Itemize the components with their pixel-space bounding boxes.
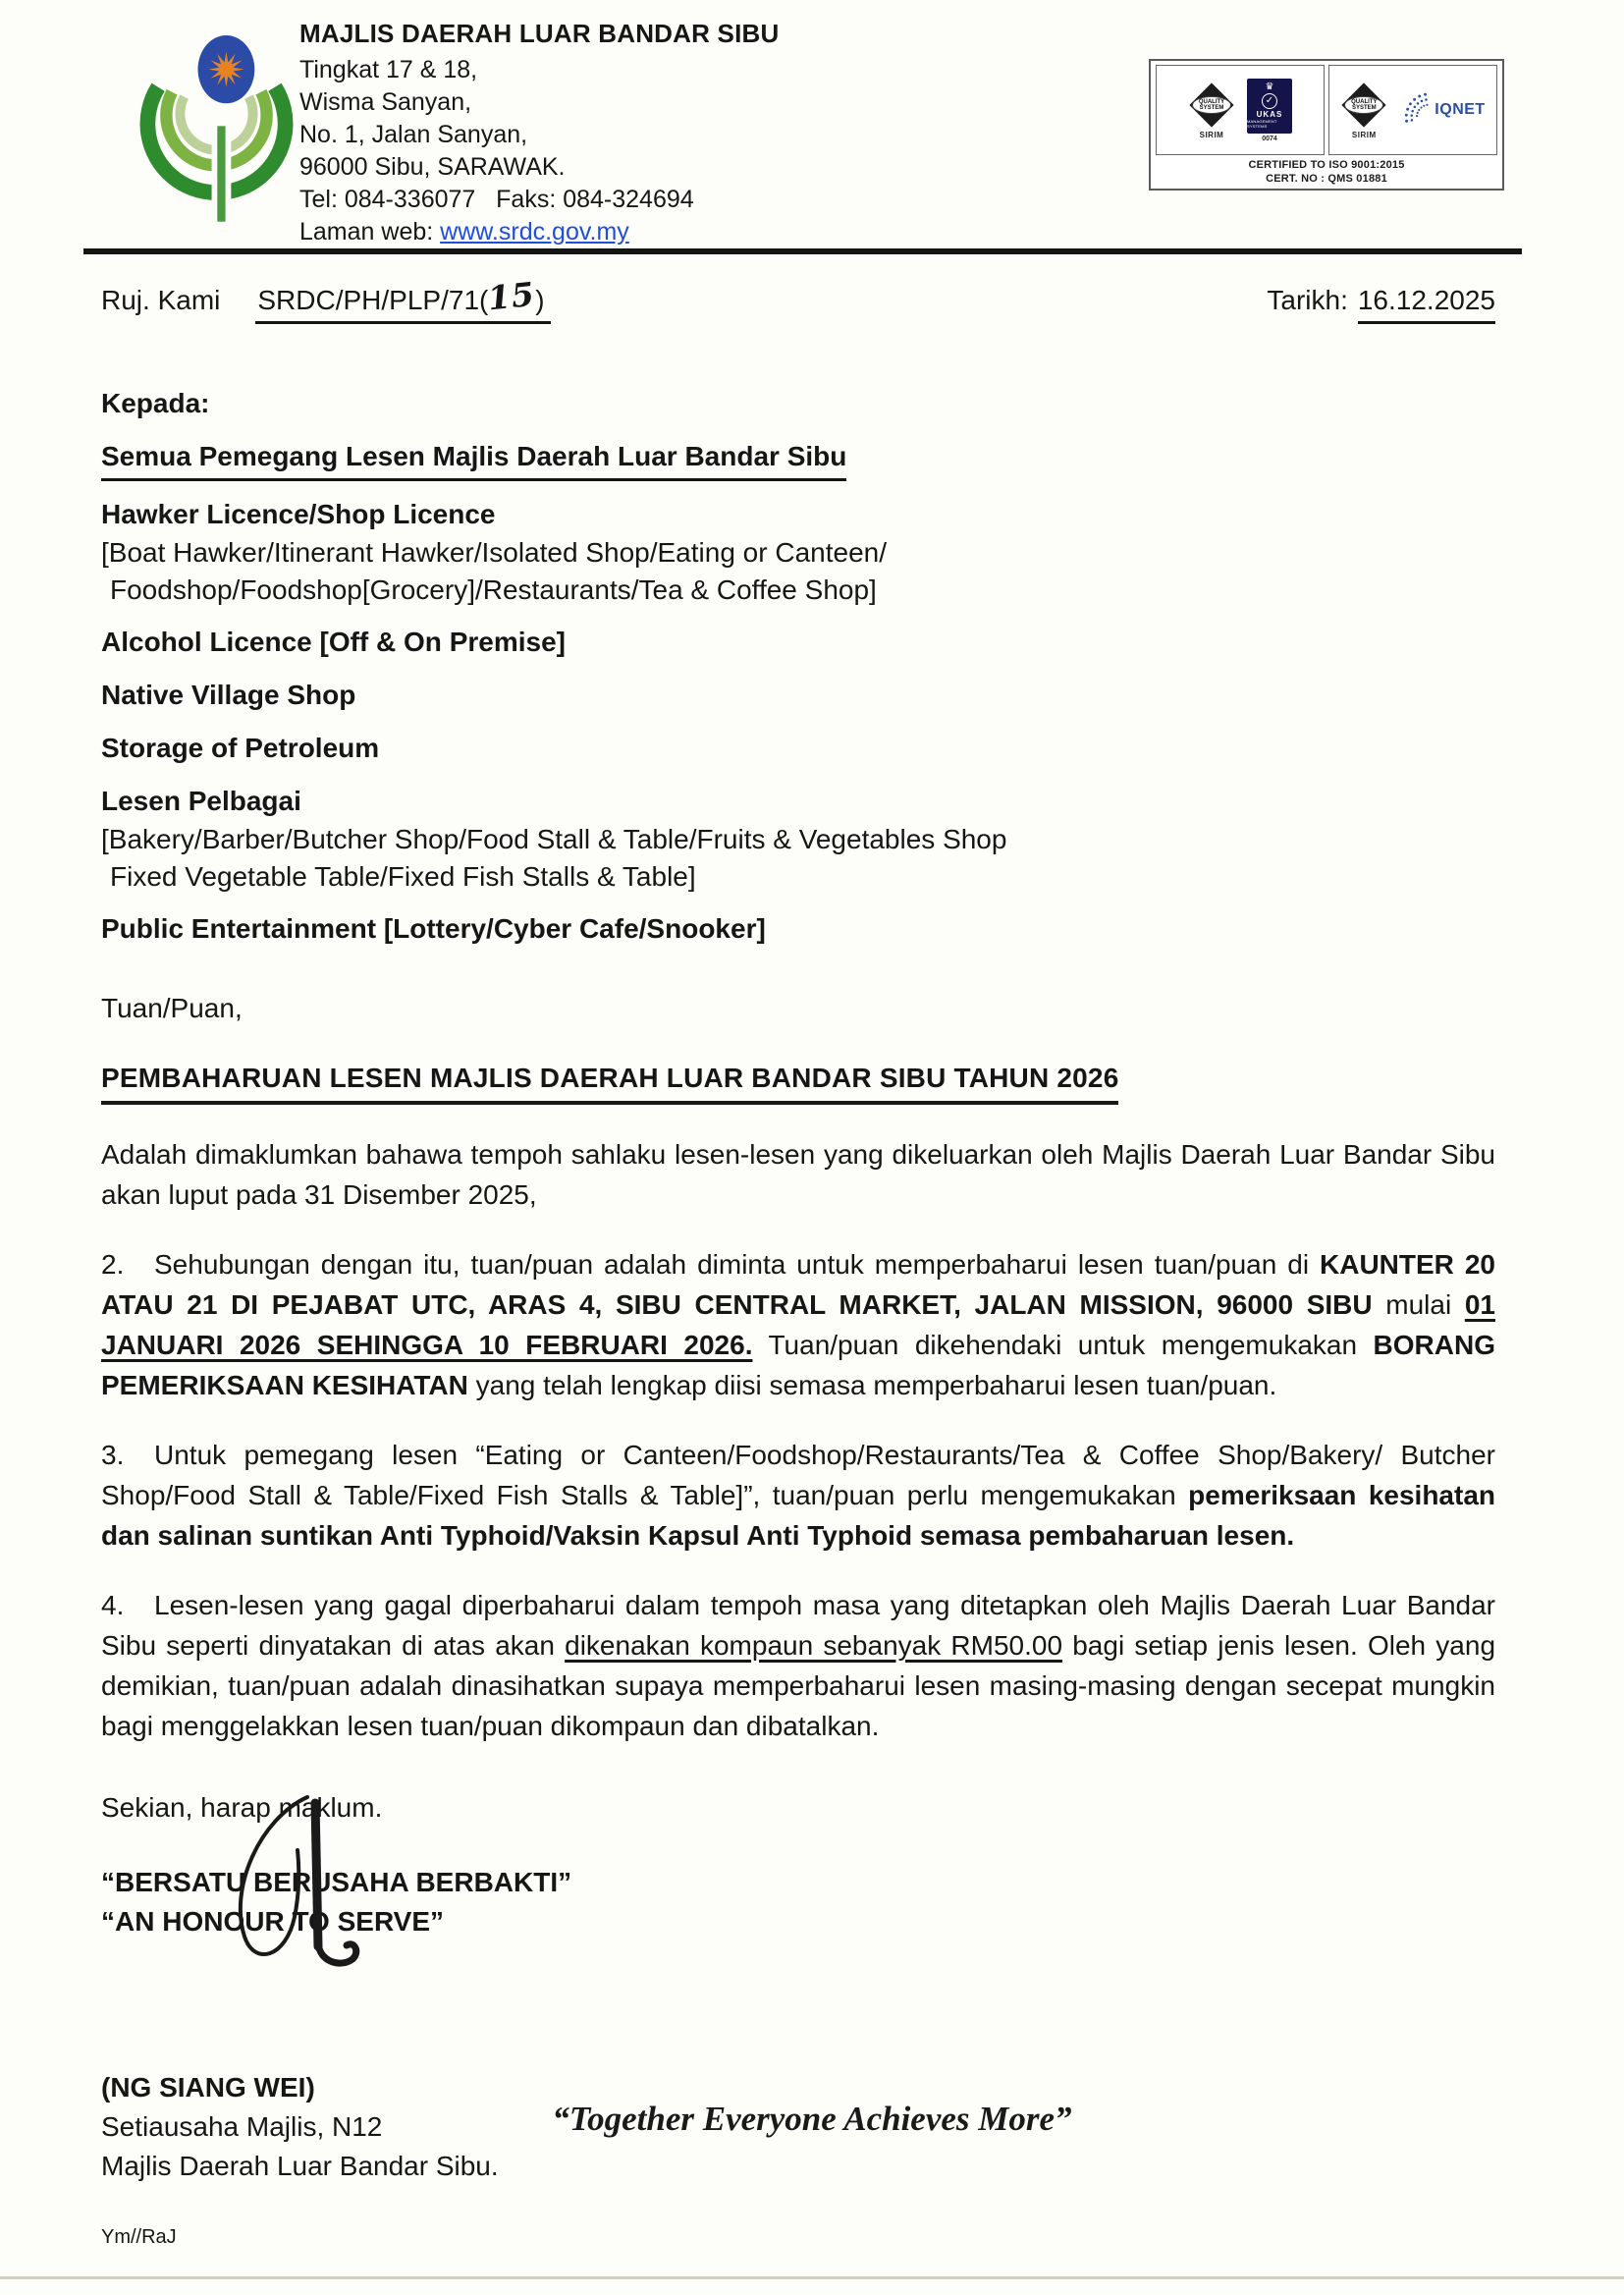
ukas-code: 0074 (1262, 135, 1277, 142)
web-label: Laman web: (299, 218, 441, 246)
licence-detail-line: Fixed Vegetable Table/Fixed Fish Stalls & Table] (110, 861, 696, 892)
signer-name: (NG SIANG WEI) (101, 2072, 315, 2103)
motto-malay: “BERSATU BERUSAHA BERBAKTI” (101, 1867, 572, 1897)
paragraph-2: 2. Sehubungan dengan itu, tuan/puan adalah diminta untuk memperbaharui lesen tuan/puan di KAUNTER 20 ATAU 21 DI PEJABAT UTC, ARAS 4, SIBU CENTRAL MARKET, JALAN MISSION, 96000 SIBU mulai 01 JANUARI 2026 SEHINGGA 10 FEBRUARI 2026. Tuan/puan dikehendaki untuk mengemukakan BORANG PEMERIKSAAN KESIHATAN yang telah lengkap diisi semasa memperbaharui lesen tuan/puan. (101, 1244, 1495, 1405)
paragraph-4: 4. Lesen-lesen yang gagal diperbaharui dalam tempoh masa yang ditetapkan oleh Majlis Daerah Luar Bandar Sibu seperti dinyatakan di atas akan dikenakan kompaun sebanyak RM50.00 bagi setiap jenis lesen. Oleh yang demikian, tuan/puan adalah dinasihatkan supaya memperbaharui lesen masing-masing dengan secepat mungkin bagi menggelakkan lesen tuan/puan dikompaun dan dibatalkan. (101, 1585, 1495, 1746)
ref-number: SRDC/PH/PLP/71(15) (255, 278, 550, 324)
iqnet-dots-icon (1399, 88, 1435, 132)
salutation: Tuan/Puan, (101, 993, 243, 1023)
licence-detail-line: Foodshop/Foodshop[Grocery]/Restaurants/Tea & Coffee Shop] (110, 574, 877, 605)
iqnet-name: IQNET (1435, 101, 1486, 118)
sirim-oval-label: QUALITY SYSTEM (1198, 98, 1225, 111)
licence-detail-line: [Bakery/Barber/Butcher Shop/Food Stall & Table/Fruits & Vegetables Shop (101, 824, 1007, 854)
addressee-line: Semua Pemegang Lesen Majlis Daerah Luar Bandar Sibu (101, 436, 1495, 481)
licence-detail-line: [Boat Hawker/Itinerant Hawker/Isolated Shop/Eating or Canteen/ (101, 537, 887, 568)
cert-panel-sirim-iqnet (1328, 65, 1497, 155)
paragraph-number: 4. (101, 1590, 125, 1620)
paragraph-3: 3. Untuk pemegang lesen “Eating or Canteen/Foodshop/Restaurants/Tea & Coffee Shop/Bakery/ Butcher Shop/Food Stall & Table/Fixed Fish Stalls & Table]”, tuan/puan perlu mengemukakan pemeriksaan kesihatan dan salinan suntikan Anti Typhoid/Vaksin Kapsul Anti Typhoid semasa pembaharuan lesen. (101, 1435, 1495, 1556)
cert-panel-sirim-ukas (1156, 65, 1325, 155)
sirim-logo (1188, 82, 1235, 139)
iso-certification-block (1149, 59, 1504, 191)
licence-heading-petroleum: Storage of Petroleum (101, 733, 380, 763)
footer-motto: “Together Everyone Achieves More” (552, 2100, 1072, 2138)
signer-org: Majlis Daerah Luar Bandar Sibu. (101, 2151, 499, 2181)
council-mottos (101, 1863, 1495, 1941)
check-icon: ✓ (1262, 93, 1277, 109)
crown-icon: ♛ (1265, 82, 1274, 92)
paragraph-number: 3. (101, 1440, 125, 1470)
org-name: MAJLIS DAERAH LUAR BANDAR SIBU (299, 19, 780, 48)
closing-line: Sekian, harap maklum. (101, 1792, 383, 1823)
iqnet-logo (1399, 88, 1485, 132)
reference-row (101, 274, 1495, 324)
typist-initials: Ym//RaJ (101, 2226, 177, 2248)
scan-edge-line (0, 2276, 1624, 2279)
subject-line: PEMBAHARUAN LESEN MAJLIS DAERAH LUAR BANDAR SIBU TAHUN 2026 (101, 1058, 1495, 1105)
address-line: Wisma Sanyan, (299, 88, 472, 116)
paragraph-number: 2. (101, 1249, 125, 1280)
tel-fax-line: Tel: 084-336077 Faks: 084-324694 (299, 186, 694, 213)
address-line: 96000 Sibu, SARAWAK. (299, 153, 566, 181)
sirim-logo (1340, 82, 1387, 139)
web-line (299, 216, 779, 248)
sirim-name: SIRIM (1351, 130, 1377, 139)
licence-heading-native-shop: Native Village Shop (101, 680, 356, 710)
ukas-subtitle: MANAGEMENT SYSTEMS (1247, 119, 1277, 129)
kepada-label: Kepada: (101, 388, 210, 418)
letter-body (101, 274, 1496, 2258)
council-logo (135, 10, 298, 246)
address-line: Tingkat 17 & 18, (299, 56, 478, 83)
licence-heading-hawker: Hawker Licence/Shop Licence (101, 499, 496, 529)
sirim-oval-label: QUALITY SYSTEM (1351, 98, 1378, 111)
date-value: 16.12.2025 (1358, 280, 1495, 324)
iso-cert-line: CERTIFIED TO ISO 9001:2015 (1248, 159, 1405, 171)
ref-label: Ruj. Kami (101, 285, 221, 315)
handwritten-ref-digits: 15 (486, 274, 537, 318)
website-link[interactable]: www.srdc.gov.my (440, 218, 629, 246)
licence-heading-alcohol: Alcohol Licence [Off & On Premise] (101, 627, 566, 657)
letterhead-text (299, 18, 779, 248)
ukas-name: UKAS (1256, 110, 1283, 119)
sirim-name: SIRIM (1199, 130, 1224, 139)
address-line: No. 1, Jalan Sanyan, (299, 121, 528, 148)
ukas-logo (1247, 79, 1292, 142)
date-block (1267, 280, 1495, 324)
header-divider (83, 248, 1522, 254)
licence-heading-pelbagai: Lesen Pelbagai (101, 786, 301, 816)
licence-heading-entertainment: Public Entertainment [Lottery/Cyber Cafe/Snooker] (101, 913, 766, 944)
motto-english: “AN HONOUR TO SERVE” (101, 1906, 445, 1937)
cert-number-line: CERT. NO : QMS 01881 (1266, 173, 1387, 185)
date-label: Tarikh: (1267, 285, 1348, 315)
signer-title: Setiausaha Majlis, N12 (101, 2111, 383, 2142)
paragraph-1: Adalah dimaklumkan bahawa tempoh sahlaku lesen-lesen yang dikeluarkan oleh Majlis Daerah Luar Bandar Sibu akan luput pada 31 Disember 2025, (101, 1139, 1495, 1210)
